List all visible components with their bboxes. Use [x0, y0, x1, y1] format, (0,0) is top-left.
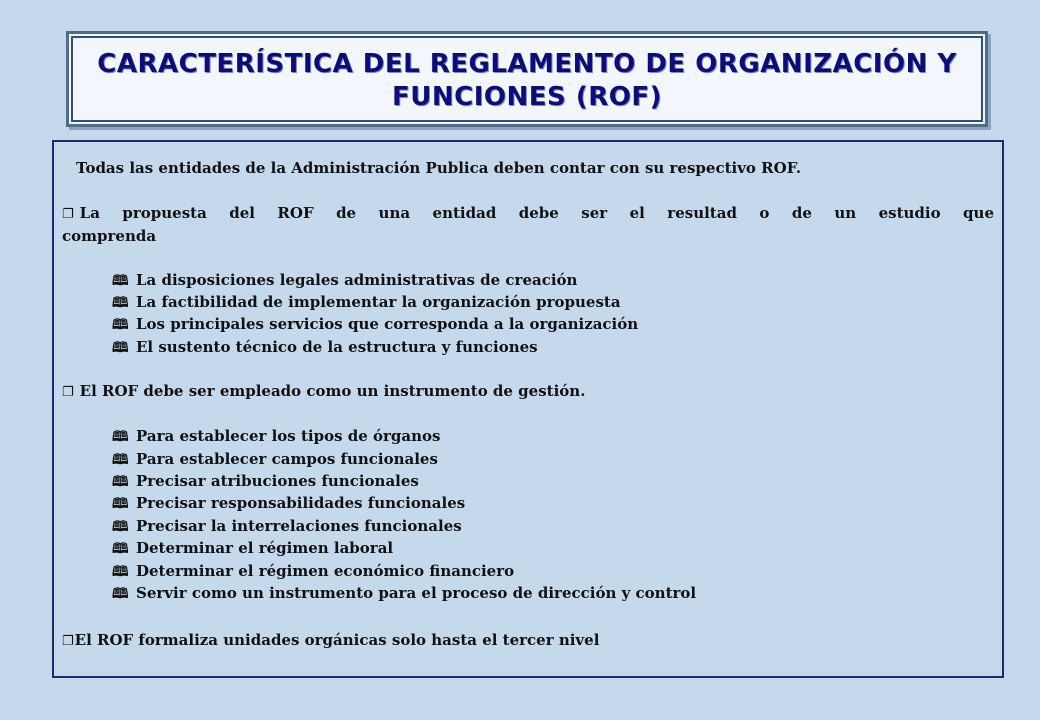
list-item: 🕮 Para establecer los tipos de órganos [112, 427, 441, 445]
book-bullet-icon: 🕮 [112, 519, 129, 535]
list-item: 🕮 La disposiciones legales administrativas de creación [112, 271, 578, 289]
book-bullet-icon: 🕮 [112, 317, 129, 333]
point-3: ❐El ROF formaliza unidades orgánicas solo hasta el tercer nivel [62, 631, 600, 649]
checkbox-bullet-icon: ❐ [62, 207, 74, 222]
list-item: 🕮 Precisar responsabilidades funcionales [112, 494, 466, 512]
checkbox-bullet-icon: ❐ [62, 634, 74, 649]
point-1-line-2: comprenda [62, 227, 157, 245]
book-bullet-icon: 🕮 [112, 496, 129, 512]
list-item: 🕮 La factibilidad de implementar la organización propuesta [112, 293, 621, 311]
list-item: 🕮 Determinar el régimen económico financiero [112, 562, 515, 580]
point-1-line-1: ❐ La propuesta del ROF de una entidad debe ser el resultad o de un estudio que [62, 204, 994, 222]
point-2: ❐ El ROF debe ser empleado como un instrumento de gestión. [62, 382, 586, 400]
intro-text: Todas las entidades de la Administración Publica deben contar con su respectivo ROF. [76, 159, 802, 177]
checkbox-bullet-icon: ❐ [62, 385, 74, 400]
list-item: 🕮 El sustento técnico de la estructura y funciones [112, 338, 538, 356]
title-line-2: FUNCIONES (ROF) [392, 82, 662, 112]
book-bullet-icon: 🕮 [112, 340, 129, 356]
book-bullet-icon: 🕮 [112, 586, 129, 602]
list-item: 🕮 Precisar la interrelaciones funcionales [112, 517, 462, 535]
list-item: 🕮 Precisar atribuciones funcionales [112, 472, 419, 490]
list-item: 🕮 Los principales servicios que corresponda a la organización [112, 315, 639, 333]
title-line-1: CARACTERÍSTICA DEL REGLAMENTO DE ORGANIZACIÓN Y [97, 49, 957, 79]
book-bullet-icon: 🕮 [112, 541, 129, 557]
slide-title [69, 48, 985, 114]
book-bullet-icon: 🕮 [112, 273, 129, 289]
book-bullet-icon: 🕮 [112, 429, 129, 445]
list-item: 🕮 Determinar el régimen laboral [112, 539, 394, 557]
book-bullet-icon: 🕮 [112, 295, 129, 311]
book-bullet-icon: 🕮 [112, 452, 129, 468]
title-frame [66, 31, 988, 127]
list-item: 🕮 Para establecer campos funcionales [112, 450, 438, 468]
list-item: 🕮 Servir como un instrumento para el proceso de dirección y control [112, 584, 697, 602]
book-bullet-icon: 🕮 [112, 564, 129, 580]
book-bullet-icon: 🕮 [112, 474, 129, 490]
